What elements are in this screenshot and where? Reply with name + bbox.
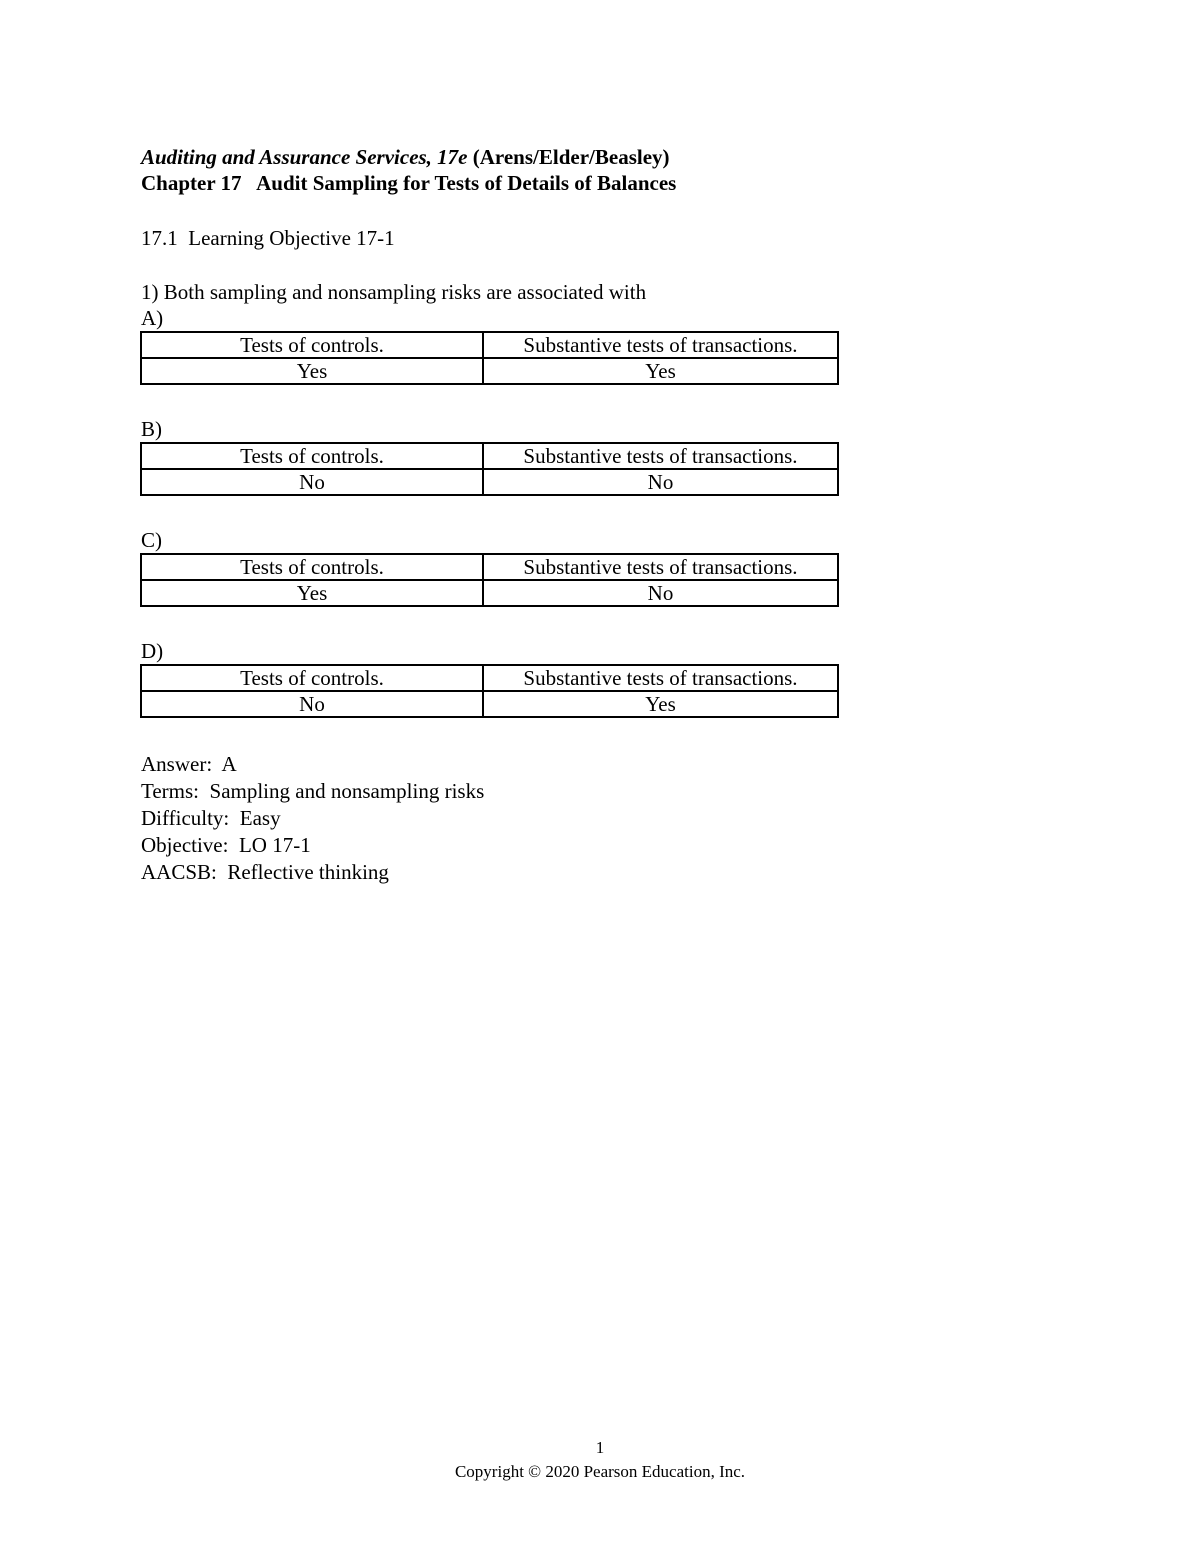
table-row xyxy=(141,691,838,717)
option-a-table xyxy=(140,331,839,385)
option-b-table xyxy=(140,442,839,496)
table-cell: No xyxy=(141,691,483,717)
option-d-label: D) xyxy=(141,639,164,663)
table-cell: No xyxy=(483,580,838,606)
option-c-table xyxy=(140,553,839,607)
table-header-cell: Tests of controls. xyxy=(141,443,483,469)
table-row xyxy=(141,443,838,469)
table-header-cell: Substantive tests of transactions. xyxy=(483,443,838,469)
option-a-label: A) xyxy=(141,306,164,330)
terms-line: Terms: Sampling and nonsampling risks xyxy=(141,779,485,803)
table-row xyxy=(141,665,838,691)
table-row xyxy=(141,554,838,580)
question-text: 1) Both sampling and nonsampling risks are associated with xyxy=(141,280,647,304)
chapter-title: Chapter 17 Audit Sampling for Tests of Details of Balances xyxy=(141,171,677,195)
aacsb-line: AACSB: Reflective thinking xyxy=(141,860,389,884)
table-cell: No xyxy=(141,469,483,495)
table-header-cell: Substantive tests of transactions. xyxy=(483,665,838,691)
table-row xyxy=(141,469,838,495)
section-heading: 17.1 Learning Objective 17-1 xyxy=(141,226,395,250)
answer-line: Answer: A xyxy=(141,752,237,776)
option-b-label: B) xyxy=(141,417,162,441)
table-header-cell: Substantive tests of transactions. xyxy=(483,554,838,580)
table-header-cell: Tests of controls. xyxy=(141,554,483,580)
table-cell: Yes xyxy=(141,580,483,606)
page-number: 1 xyxy=(595,1438,605,1457)
table-header-cell: Tests of controls. xyxy=(141,332,483,358)
table-cell: No xyxy=(483,469,838,495)
table-header-cell: Tests of controls. xyxy=(141,665,483,691)
objective-line: Objective: LO 17-1 xyxy=(141,833,311,857)
table-row xyxy=(141,580,838,606)
book-title: Auditing and Assurance Services, 17e xyxy=(141,145,468,169)
table-cell: Yes xyxy=(483,691,838,717)
table-cell: Yes xyxy=(141,358,483,384)
copyright-notice: Copyright © 2020 Pearson Education, Inc. xyxy=(454,1462,746,1481)
table-cell: Yes xyxy=(483,358,838,384)
option-c-label: C) xyxy=(141,528,162,552)
book-authors: (Arens/Elder/Beasley) xyxy=(472,145,670,169)
table-row xyxy=(141,358,838,384)
question-metadata xyxy=(141,751,484,886)
table-header-cell: Substantive tests of transactions. xyxy=(483,332,838,358)
option-d-table xyxy=(140,664,839,718)
difficulty-line: Difficulty: Easy xyxy=(141,806,281,830)
book-header xyxy=(141,144,670,170)
table-row xyxy=(141,332,838,358)
